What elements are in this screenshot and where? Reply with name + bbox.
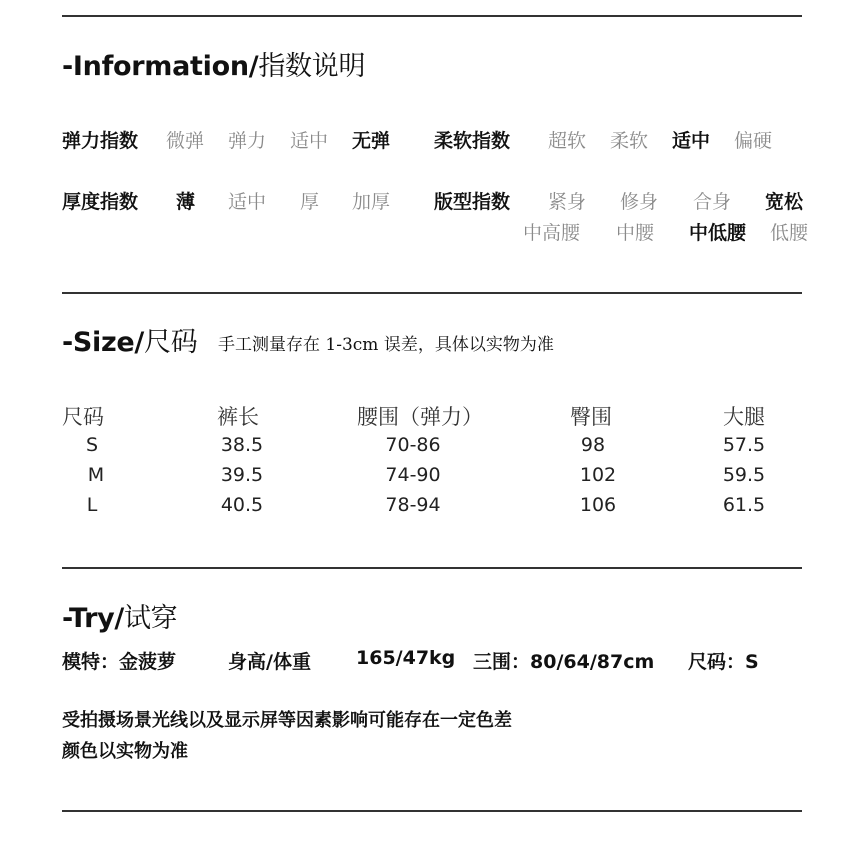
disclaimer-line1: 受拍摄场景光线以及显示屏等因素影响可能存在一定色差: [62, 710, 512, 731]
thickness-option-1: 适中: [228, 191, 267, 213]
divider-bottom: [62, 810, 802, 812]
waist-option-2: 中低腰: [689, 222, 747, 244]
try-height-weight: 165/47kg: [356, 647, 456, 669]
try-heading-en: -Try/: [62, 603, 124, 634]
info-heading-cn: 指数说明: [258, 51, 366, 82]
fit-option-3: 宽松: [765, 191, 804, 213]
size-row-1-thigh: 59.5: [722, 464, 766, 486]
size-row-0-size: S: [85, 434, 99, 456]
softness-option-0: 超软: [548, 130, 587, 152]
try-measurements: 三围：80/64/87cm: [473, 651, 655, 673]
size-header-thigh: 大腿: [723, 405, 765, 429]
try-heading: [62, 596, 177, 635]
disclaimer-line2: 颜色以实物为准: [62, 741, 188, 762]
fit-label: 版型指数: [434, 191, 511, 213]
try-model: 模特：金菠萝: [62, 651, 177, 673]
size-row-2-thigh: 61.5: [722, 494, 766, 516]
size-row-0-hip: 98: [580, 434, 606, 456]
thickness-label: 厚度指数: [62, 191, 139, 213]
thickness-option-2: 厚: [300, 191, 320, 213]
size-row-1-length: 39.5: [220, 464, 264, 486]
size-row-2-waist: 78-94: [385, 494, 441, 516]
size-heading-cn: 尺码: [144, 327, 198, 358]
softness-option-3: 偏硬: [734, 130, 773, 152]
thickness-option-0: 薄: [176, 191, 196, 213]
try-size: 尺码：S: [688, 651, 759, 673]
size-heading-en: -Size/: [62, 327, 144, 358]
elasticity-option-2: 适中: [290, 130, 329, 152]
size-row-2-hip: 106: [579, 494, 617, 516]
size-row-1-hip: 102: [579, 464, 617, 486]
size-row-1-size: M: [87, 464, 105, 486]
size-heading: [62, 320, 197, 359]
size-note: 手工测量存在 1-3cm 误差，具体以实物为准: [218, 335, 554, 355]
softness-option-1: 柔软: [610, 130, 649, 152]
size-row-1-waist: 74-90: [385, 464, 441, 486]
divider-info-size: [62, 292, 802, 294]
softness-option-2: 适中: [672, 130, 711, 152]
elasticity-option-0: 微弹: [166, 130, 205, 152]
size-row-2-size: L: [86, 494, 98, 516]
size-header-length: 裤长: [217, 405, 259, 429]
fit-option-0: 紧身: [548, 191, 587, 213]
waist-option-0: 中高腰: [523, 222, 581, 244]
info-heading: [62, 44, 365, 83]
try-heading-cn: 试穿: [123, 603, 178, 634]
try-height-weight-label: 身高/体重: [228, 651, 311, 673]
size-header-waist: 腰围（弹力）: [357, 405, 483, 429]
divider-size-try: [62, 567, 802, 569]
divider-top: [62, 15, 802, 17]
elasticity-label: 弹力指数: [62, 130, 139, 152]
info-heading-en: -Information/: [62, 51, 259, 82]
size-header-size: 尺码: [62, 405, 104, 429]
fit-option-1: 修身: [620, 191, 659, 213]
waist-option-3: 低腰: [770, 222, 809, 244]
fit-option-2: 合身: [693, 191, 732, 213]
size-row-2-length: 40.5: [220, 494, 264, 516]
size-row-0-thigh: 57.5: [722, 434, 766, 456]
waist-option-1: 中腰: [616, 222, 655, 244]
size-header-hip: 臀围: [570, 405, 612, 429]
size-row-0-waist: 70-86: [385, 434, 441, 456]
thickness-option-3: 加厚: [352, 191, 391, 213]
size-row-0-length: 38.5: [220, 434, 264, 456]
elasticity-option-3: 无弹: [352, 130, 391, 152]
elasticity-option-1: 弹力: [228, 130, 267, 152]
softness-label: 柔软指数: [434, 130, 511, 152]
